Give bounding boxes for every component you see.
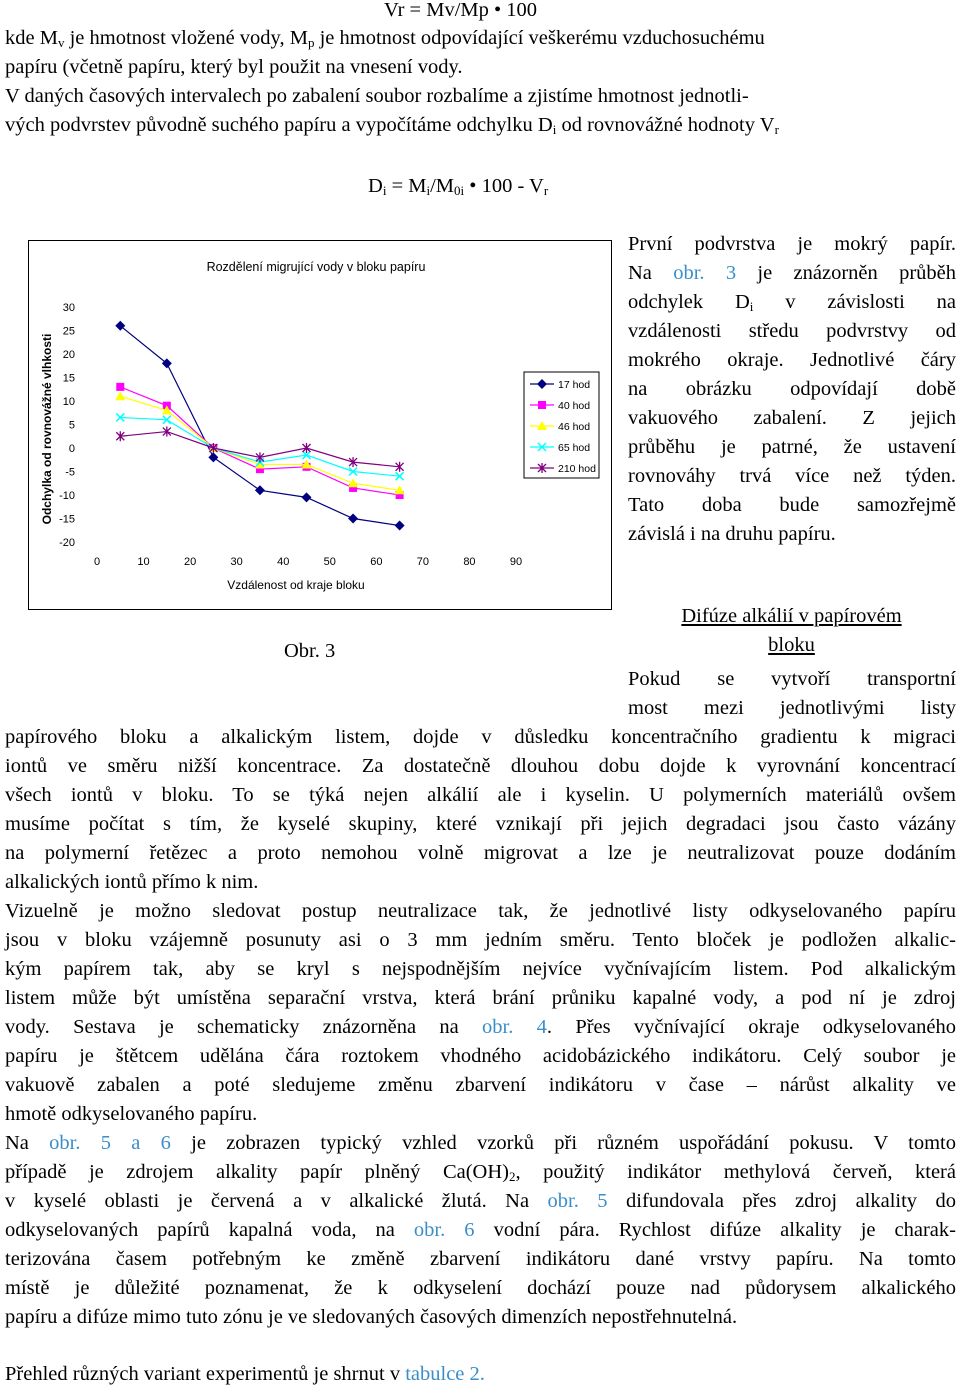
data-point — [116, 383, 124, 391]
y-tick-label: 10 — [62, 396, 75, 408]
body-line: všech iontů v bloku. To se týká nejen alkálií ale i kyselin. U polymerních materiálů ovšem — [5, 784, 956, 806]
legend-label: 40 hod — [558, 400, 591, 412]
legend-label: 46 hod — [558, 421, 591, 433]
body-text — [5, 723, 956, 1332]
series-group — [115, 321, 404, 531]
body-line: v kyselé oblasti je červená a v alkalické žlutá. Na obr. 5 difundovala přes zdroj alkality do — [5, 1190, 956, 1212]
data-point — [208, 452, 218, 462]
text-line: kde $M_v$ je hmotnost vložené vody, $M_p$ je hmotnost odpovídající veškerému vzduchosuchému — [5, 27, 765, 50]
data-point — [348, 514, 358, 524]
x-tick-label: 60 — [370, 556, 383, 568]
x-tick-label: 10 — [137, 556, 150, 568]
body-line: odkyselovaných papírů kapalná voda, na obr. 6 vodní pára. Rychlost difúze alkality je charak- — [5, 1219, 956, 1241]
side-line: průběhu je patrné, že ustavení — [628, 436, 956, 458]
data-point — [538, 401, 546, 409]
side-line: mokrého okraje. Jednotlivé čáry — [628, 349, 956, 371]
body-line: alkalických iontů přímo k nim. — [5, 871, 259, 893]
text-line: vých podvrstev původně suchého papíru a vypočítáme odchylku $D_i$ od rovnovážné hodnoty $V_r$ — [5, 114, 779, 137]
data-point — [348, 478, 358, 487]
body-line: musíme počítat s tím, že kyselé skupiny, které vznikají při jejich degradaci jsou často vázány — [5, 813, 956, 835]
x-tick-label: 40 — [277, 556, 290, 568]
data-point — [115, 391, 125, 400]
body-line: papíru a difúze mimo tuto zónu je ve sledovaných časových dimenzích nepostřehnutelná. — [5, 1306, 738, 1328]
figure-link[interactable]: obr. 6 — [413, 1219, 475, 1241]
y-ticks — [59, 302, 75, 549]
side-line: Na obr. 3 je znázorněn průběh — [628, 262, 956, 284]
figure-caption: Obr. 3 — [284, 640, 336, 662]
x-ticks — [94, 556, 522, 568]
body-line: Vizuelně je možno sledovat postup neutralizace tak, že jednotlivé listy odkyselovaného papíru — [5, 900, 956, 922]
x-tick-label: 30 — [230, 556, 243, 568]
side-paragraph — [628, 230, 956, 549]
body-line: vody. Sestava je schematicky znázorněna na obr. 4. Přes vyčnívající okraje odkyselovaného — [5, 1016, 956, 1038]
figure-link[interactable]: obr. 4 — [482, 1016, 547, 1038]
legend-label: 65 hod — [558, 442, 591, 454]
legend-label: 17 hod — [558, 379, 591, 391]
chart-svg — [29, 241, 611, 609]
body-line: na polymerní řetězec a proto nemohou volně migrovat a lze je neutralizovat pouze dodáním — [5, 842, 956, 864]
body-line: hmotě odkyselovaného papíru. — [5, 1103, 258, 1125]
figure-link[interactable]: obr. — [673, 262, 705, 284]
body-line: papíru je štětcem udělána čára roztokem vhodného acidobázického indikátoru. Celý soubor je — [5, 1045, 956, 1067]
section-heading: Difúze alkálií v papírovém bloku — [681, 605, 902, 656]
series-line — [120, 387, 399, 495]
series-17-hod — [115, 321, 404, 531]
side-line: První podvrstva je mokrý papír. — [628, 233, 956, 255]
text-line: V daných časových intervalech po zabalení soubor rozbalíme a zjistíme hmotnost jednotli- — [5, 85, 749, 107]
body-line: vakuově zabalen a poté sledujeme změnu zbarvení indikátoru v čase – nárůst alkality ve — [5, 1074, 956, 1096]
body-line: iontů ve směru nižší koncentrace. Za dostatečně dlouhou dobu dojde k vyrovnání koncentrací — [5, 755, 956, 777]
x-tick-label: 80 — [463, 556, 476, 568]
body-line: terizována časem potřebným ke změně zbarvení indikátoru dané vrstvy papíru. Na tomto — [5, 1248, 956, 1270]
body-line: Přehled různých variant experimentů je shrnut v tabulce 2. — [5, 1363, 485, 1385]
y-tick-label: 5 — [68, 419, 75, 432]
side-line: rovnováhy trvá více než týden. — [628, 465, 956, 487]
body-line: případě je zdrojem alkality papír plněný $Ca(OH)_2$, použitý indikátor methylová červeň, která — [5, 1161, 956, 1184]
figure-link[interactable]: obr. 5 — [547, 1190, 608, 1212]
y-tick-label: 25 — [62, 325, 75, 338]
body-line: most mezi jednotlivými listy — [628, 697, 956, 719]
body-line: listem může být umístěna separační vrstva, která brání průniku kapalné vody, a pod ní je zdroj — [5, 987, 956, 1009]
series-46-hod — [115, 391, 404, 494]
body-line: papírového bloku a alkalickým listem, dojde v důsledku koncentračního gradientu k migraci — [5, 726, 956, 748]
side-line: Tato doba bude samozřejmě — [628, 494, 956, 516]
x-tick-label: 90 — [509, 556, 523, 568]
y-tick-label: 30 — [62, 302, 75, 314]
body-line: jsou v bloku vzájemně posunuty asi o 3 mm jedním směru. Tento bloček je podložen alkalic- — [5, 929, 956, 951]
data-point — [302, 492, 312, 502]
text-line: papíru (včetně papíru, který byl použit na vnesení vody. — [5, 56, 463, 78]
body-text — [628, 665, 956, 723]
figure-link[interactable]: obr. 5 a 6 — [49, 1132, 171, 1154]
y-tick-label: -10 — [59, 490, 75, 502]
y-axis-label: Odchylka od rovnovážné vlhkosti — [40, 333, 54, 525]
data-point — [395, 521, 405, 531]
body-line: místě je důležité poznamenat, že k odkyselení dochází pouze nad půdorysem alkalického — [5, 1277, 956, 1299]
y-tick-label: -20 — [59, 537, 75, 549]
x-tick-label: 20 — [183, 556, 197, 568]
series-40-hod — [116, 383, 403, 499]
side-line: odchylek $D_i$ v závislosti na — [628, 291, 956, 314]
x-axis-label: Vzdálenost od kraje bloku — [227, 578, 365, 592]
side-line: vzdálenosti středu podvrstvy od — [628, 320, 956, 342]
chart-title: Rozdělení migrující vody v bloku papíru — [206, 260, 426, 274]
side-line: vakuového zabalení. Z jejich — [628, 407, 956, 429]
body-line: Pokud se vytvoří transportní — [628, 668, 956, 690]
body-line: Na obr. 5 a 6 je zobrazen typický vzhled vzorků při různém uspořádání pokusu. V tomto — [5, 1132, 956, 1154]
series-line — [120, 396, 399, 490]
data-point — [255, 485, 265, 495]
body-line: kým papírem tak, aby se kryl s nejspodnějším nejvíce vyčnívajícím listem. Pod alkalickým — [5, 958, 956, 980]
y-tick-label: 0 — [68, 443, 75, 455]
formula-vr: Vr = Mv/Mp • 100 — [384, 0, 538, 21]
x-tick-label: 70 — [416, 556, 430, 568]
figure-link[interactable]: 3 — [725, 262, 737, 284]
table-link[interactable]: tabulce 2. — [405, 1363, 485, 1385]
side-line: na obrázku odpovídají době — [628, 378, 956, 400]
chart-frame — [28, 240, 612, 610]
y-tick-label: 15 — [62, 372, 75, 385]
y-tick-label: -5 — [65, 466, 75, 479]
y-tick-label: 20 — [62, 349, 75, 361]
x-tick-label: 50 — [323, 556, 336, 568]
y-tick-label: -15 — [59, 513, 75, 526]
series-line — [120, 326, 399, 526]
legend-label: 210 hod — [558, 463, 596, 475]
side-line: závislá i na druhu papíru. — [628, 523, 836, 545]
x-tick-label: 0 — [93, 556, 101, 568]
formula-di: $D_i = M_i/M_{0i}$ • $100 - V_r$ — [368, 175, 549, 198]
